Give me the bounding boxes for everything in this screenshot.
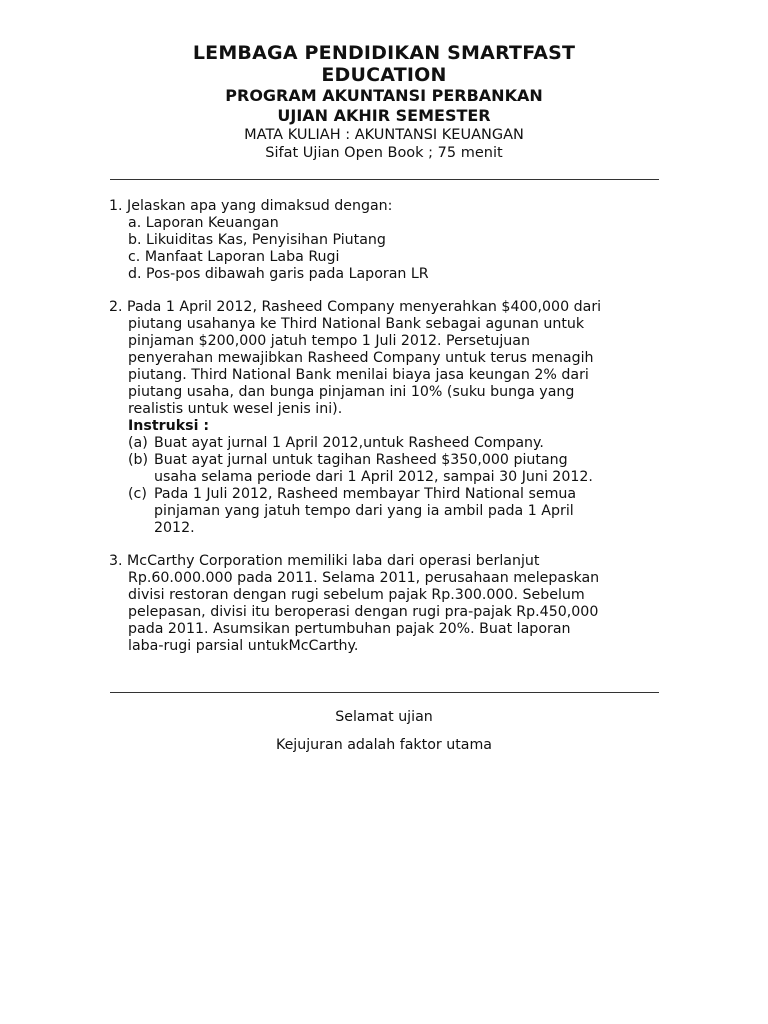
question-2-line: piutang. Third National Bank menilai biaya jasa keungan 2% dari xyxy=(128,367,589,383)
exam-questions xyxy=(109,198,669,671)
question-3-line: Rp.60.000.000 pada 2011. Selama 2011, perusahaan melepaskan xyxy=(128,570,600,586)
closing-motto: Kejujuran adalah faktor utama xyxy=(275,737,492,753)
question-3-line: laba-rugi parsial untukMcCarthy. xyxy=(128,638,359,654)
instruction-item-a xyxy=(128,435,669,452)
question-2 xyxy=(109,299,669,537)
instruction-text: Buat ayat jurnal 1 April 2012,untuk Rasheed Company. xyxy=(154,435,544,451)
exam-title: UJIAN AKHIR SEMESTER xyxy=(277,106,491,125)
question-3-first-line: 3. McCarthy Corporation memiliki laba dari operasi berlanjut xyxy=(109,553,540,569)
exam-header xyxy=(110,42,658,163)
instruction-label: (c) xyxy=(128,486,147,502)
instruction-label: (a) xyxy=(128,435,148,451)
instruction-list xyxy=(109,435,669,537)
question-1-item: b. Likuiditas Kas, Penyisihan Piutang xyxy=(128,232,386,248)
instruction-item-b xyxy=(128,452,669,486)
program-title: PROGRAM AKUNTANSI PERBANKAN xyxy=(225,86,543,105)
question-2-line: piutang usahanya ke Third National Bank sebagai agunan untuk xyxy=(128,316,585,332)
institution-name-line2: EDUCATION xyxy=(321,64,447,86)
instruction-heading: Instruksi : xyxy=(128,418,210,434)
question-1-item: d. Pos-pos dibawah garis pada Laporan LR xyxy=(128,266,429,282)
question-2-first-line: 2. Pada 1 April 2012, Rasheed Company menyerahkan $400,000 dari xyxy=(109,299,602,315)
exam-footer xyxy=(110,709,658,765)
exam-nature: Sifat Ujian Open Book ; 75 menit xyxy=(265,145,503,161)
instruction-text: Buat ayat jurnal untuk tagihan Rasheed $350,000 piutang xyxy=(154,452,568,468)
question-1 xyxy=(109,198,669,283)
question-1-item: c. Manfaat Laporan Laba Rugi xyxy=(128,249,340,265)
top-divider xyxy=(110,179,659,180)
question-3-line: pada 2011. Asumsikan pertumbuhan pajak 20%. Buat laporan xyxy=(128,621,571,637)
question-3 xyxy=(109,553,669,655)
question-2-line: pinjaman $200,000 jatuh tempo 1 Juli 2012. Persetujuan xyxy=(128,333,530,349)
instruction-text: Pada 1 Juli 2012, Rasheed membayar Third National semua xyxy=(154,486,577,502)
question-2-line: penyerahan mewajibkan Rasheed Company untuk terus menagih xyxy=(128,350,594,366)
course-title: MATA KULIAH : AKUNTANSI KEUANGAN xyxy=(244,127,524,143)
bottom-divider xyxy=(110,692,659,693)
question-1-item: a. Laporan Keuangan xyxy=(128,215,279,231)
question-2-line: realistis untuk wesel jenis ini). xyxy=(128,401,343,417)
closing-greeting: Selamat ujian xyxy=(335,709,433,725)
question-3-text xyxy=(109,570,669,655)
instruction-text: 2012. xyxy=(154,520,195,536)
instruction-text: pinjaman yang jatuh tempo dari yang ia ambil pada 1 April xyxy=(154,503,574,519)
instruction-text: usaha selama periode dari 1 April 2012, sampai 30 Juni 2012. xyxy=(154,469,593,485)
question-3-line: pelepasan, divisi itu beroperasi dengan rugi pra-pajak Rp.450,000 xyxy=(128,604,599,620)
question-2-line: piutang usaha, dan bunga pinjaman ini 10% (suku bunga yang xyxy=(128,384,575,400)
institution-name-line1: LEMBAGA PENDIDIKAN SMARTFAST xyxy=(192,42,576,64)
question-3-line: divisi restoran dengan rugi sebelum pajak Rp.300.000. Sebelum xyxy=(128,587,585,603)
question-2-text xyxy=(109,316,669,418)
instruction-label: (b) xyxy=(128,452,149,468)
instruction-item-c xyxy=(128,486,669,537)
question-1-intro: 1. Jelaskan apa yang dimaksud dengan: xyxy=(109,198,393,214)
